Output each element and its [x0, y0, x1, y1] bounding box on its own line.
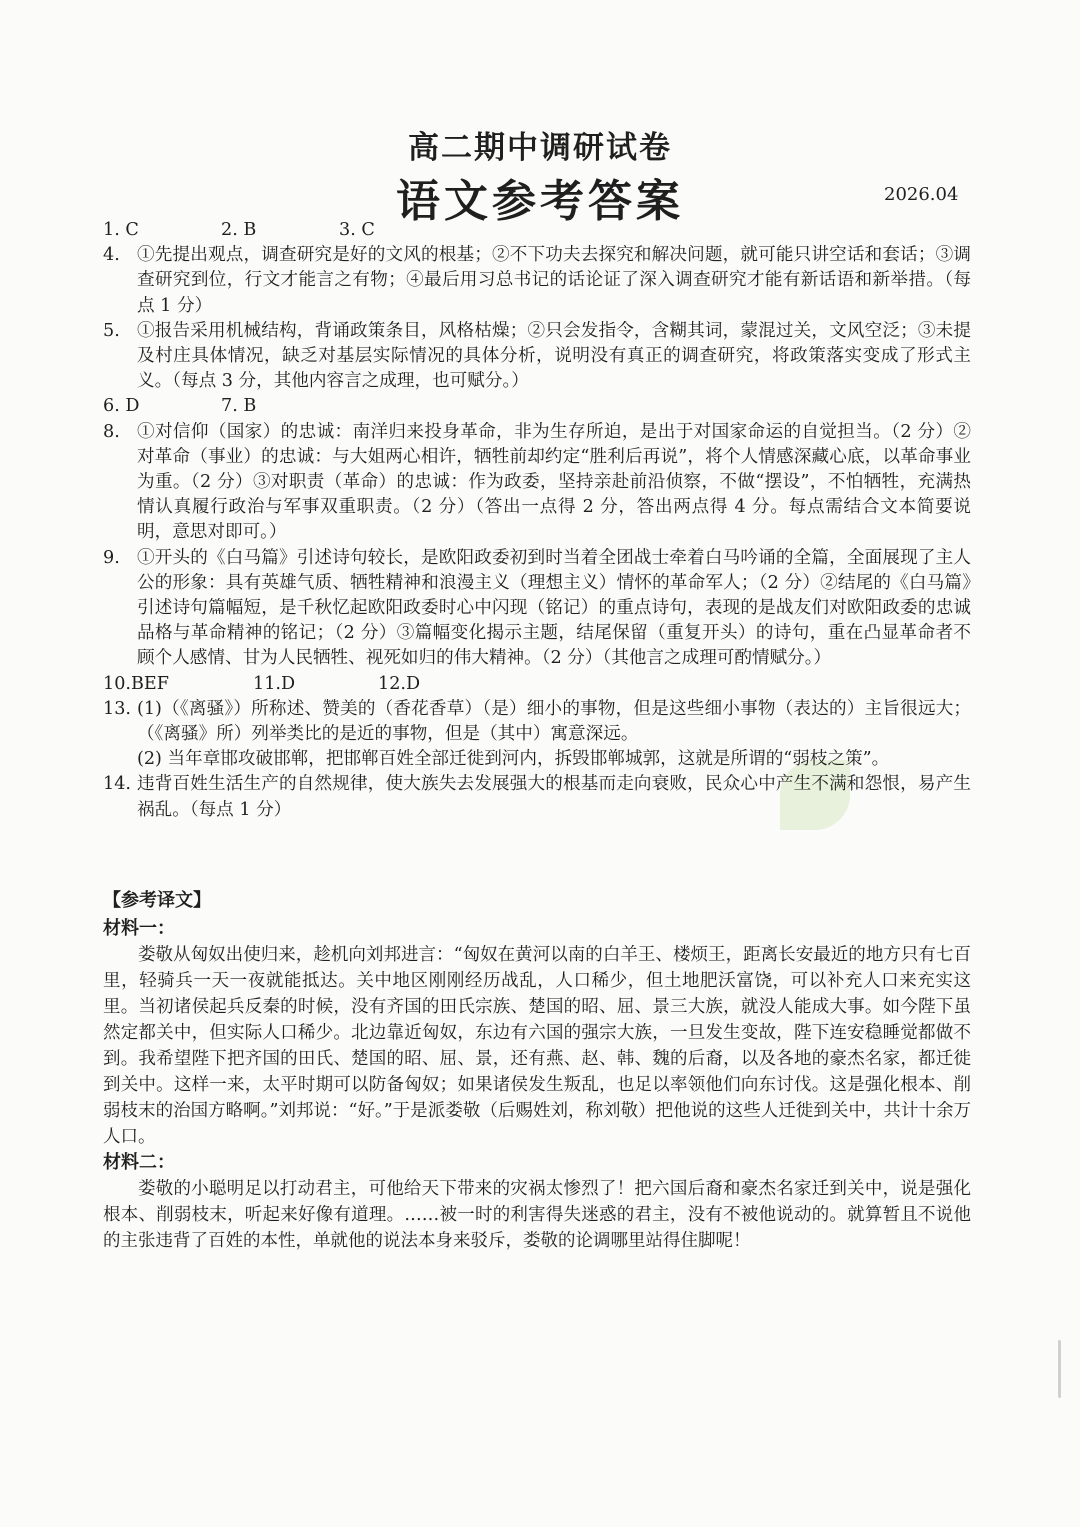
answer-3: 3. C	[339, 220, 375, 240]
translation-section	[103, 888, 971, 1254]
answers-10-12	[103, 672, 971, 697]
answer-1: 1. C	[103, 220, 139, 240]
translation-heading: 【参考译文】	[103, 890, 211, 911]
material-1-title: 材料一：	[103, 918, 175, 939]
exam-date: 2026.04	[884, 184, 959, 205]
answer-12: 12.D	[378, 673, 421, 694]
answer-11: 11.D	[253, 673, 296, 694]
exam-title: 高二期中调研试卷	[408, 130, 672, 166]
answer-2: 2. B	[221, 220, 257, 240]
answer-4: 4. ①先提出观点，调查研究是好的文风的根基；②不下功夫去探究和解决问题，就可能只讲空话和套话；③调查研究到位，行文才能言之有物；④最后用习总书记的话论证了深入调查研究才能有新话语和新举措。（每点 1 分）	[103, 245, 971, 316]
answer-14: 14. 违背百姓生活生产的自然规律，使大族失去发展强大的根基而走向衰败，民众心中产生不满和怨恨，易产生祸乱。（每点 1 分）	[103, 774, 971, 820]
answer-key-title: 语文参考答案	[396, 176, 684, 227]
answers-6-7	[103, 394, 971, 419]
answer-7: 7. B	[221, 396, 257, 417]
answer-6: 6. D	[103, 396, 140, 417]
answers-1-3	[103, 218, 971, 243]
material-2-title: 材料二：	[103, 1152, 175, 1173]
material-1-text: 娄敬从匈奴出使归来，趁机向刘邦进言：“匈奴在黄河以南的白羊王、楼烦王，距离长安最近的地方只有七百里，轻骑兵一天一夜就能抵达。关中地区刚刚经历战乱，人口稀少，但土地肥沃富饶，可以补充人口来充实这里。当初诸侯起兵反秦的时候，没有齐国的田氏宗族、楚国的昭、屈、景三大族，就没人能成大事。如今陛下虽然定都关中，但实际人口稀少。北边靠近匈奴，东边有六国的强宗大族，一旦发生变故，陛下连安稳睡觉都做不到。我希望陛下把齐国的田氏、楚国的昭、屈、景，还有燕、赵、韩、魏的后裔，以及各地的豪杰名家，都迁徙到关中。这样一来，太平时期可以防备匈奴；如果诸侯发生叛乱，也足以率领他们向东讨伐。这是强化根本、削弱枝末的治国方略啊。”刘邦说：“好。”于是派娄敬（后赐姓刘，称刘敬）把他说的这些人迁徙到关中，共计十余万人口。	[103, 945, 971, 1147]
answer-5: 5. ①报告采用机械结构，背诵政策条目，风格枯燥；②只会发指令，含糊其词，蒙混过关，文风空泛；③未提及村庄具体情况，缺乏对基层实际情况的具体分析，说明没有真正的调查研究，将政策落实变成了形式主义。（每点 3 分，其他内容言之成理，也可赋分。）	[103, 320, 971, 392]
answer-13: 13. (1)（《离骚》）所称述、赞美的（香花香草）（是）细小的事物，但是这些细小事物（表达的）主旨很远大；（《离骚》所）列举类比的是近的事物，但是（其中）寓意深远。 (2) 当年章邯攻破邯郸，把邯郸百姓全部迁徙到河内，拆毁邯郸城郭，这就是所谓的“弱枝之策”。	[103, 697, 971, 773]
answer-13-part2: (2) 当年章邯攻破邯郸，把邯郸百姓全部迁徙到河内，拆毁邯郸城郭，这就是所谓的“弱枝之策”。	[137, 749, 890, 770]
answer-10: 10.BEF	[103, 673, 169, 694]
answers-section	[103, 218, 971, 823]
page-edge-mark	[1058, 1340, 1061, 1398]
answer-13-part1: (1)（《离骚》）所称述、赞美的（香花香草）（是）细小的事物，但是这些细小事物（表达的）主旨很远大；（《离骚》所）列举类比的是近的事物，但是（其中）寓意深远。	[137, 698, 971, 745]
answer-8: 8. ①对信仰（国家）的忠诚：南洋归来投身革命，非为生存所迫，是出于对国家命运的自觉担当。（2 分）②对革命（事业）的忠诚：与大姐两心相许，牺牲前却约定“胜利后再说”，将个人情感深藏心底，以革命事业为重。（2 分）③对职责（革命）的忠诚：作为政委，坚持亲赴前沿侦察，不做“摆设”，不怕牺牲，充满热情认真履行政治与军事双重职责。（2 分）（答出一点得 2 分，答出两点得 4 分。每点需结合文本简要说明，意思对即可。）	[103, 421, 971, 543]
answer-9: 9. ①开头的《白马篇》引述诗句较长，是欧阳政委初到时当着全团战士牵着白马吟诵的全篇，全面展现了主人公的形象：具有英雄气质、牺牲精神和浪漫主义（理想主义）情怀的革命军人；（2 分）②结尾的《白马篇》引述诗句篇幅短，是千秋忆起欧阳政委时心中闪现（铭记）的重点诗句，表现的是战友们对欧阳政委的忠诚品格与革命精神的铭记；（2 分）③篇幅变化揭示主题，结尾保留（重复开头）的诗句，重在凸显革命者不顾个人感情、甘为人民牺牲、视死如归的伟大精神。（2 分）（其他言之成理可酌情赋分。）	[103, 547, 971, 669]
material-2-text: 娄敬的小聪明足以打动君主，可他给天下带来的灾祸太惨烈了！把六国后裔和豪杰名家迁到关中，说是强化根本、削弱枝末，听起来好像有道理。……被一时的利害得失迷惑的君主，没有不被他说动的。就算暂且不说他的主张违背了百姓的本性，单就他的说法本身来驳斥，娄敬的论调哪里站得住脚呢！	[103, 1179, 971, 1251]
